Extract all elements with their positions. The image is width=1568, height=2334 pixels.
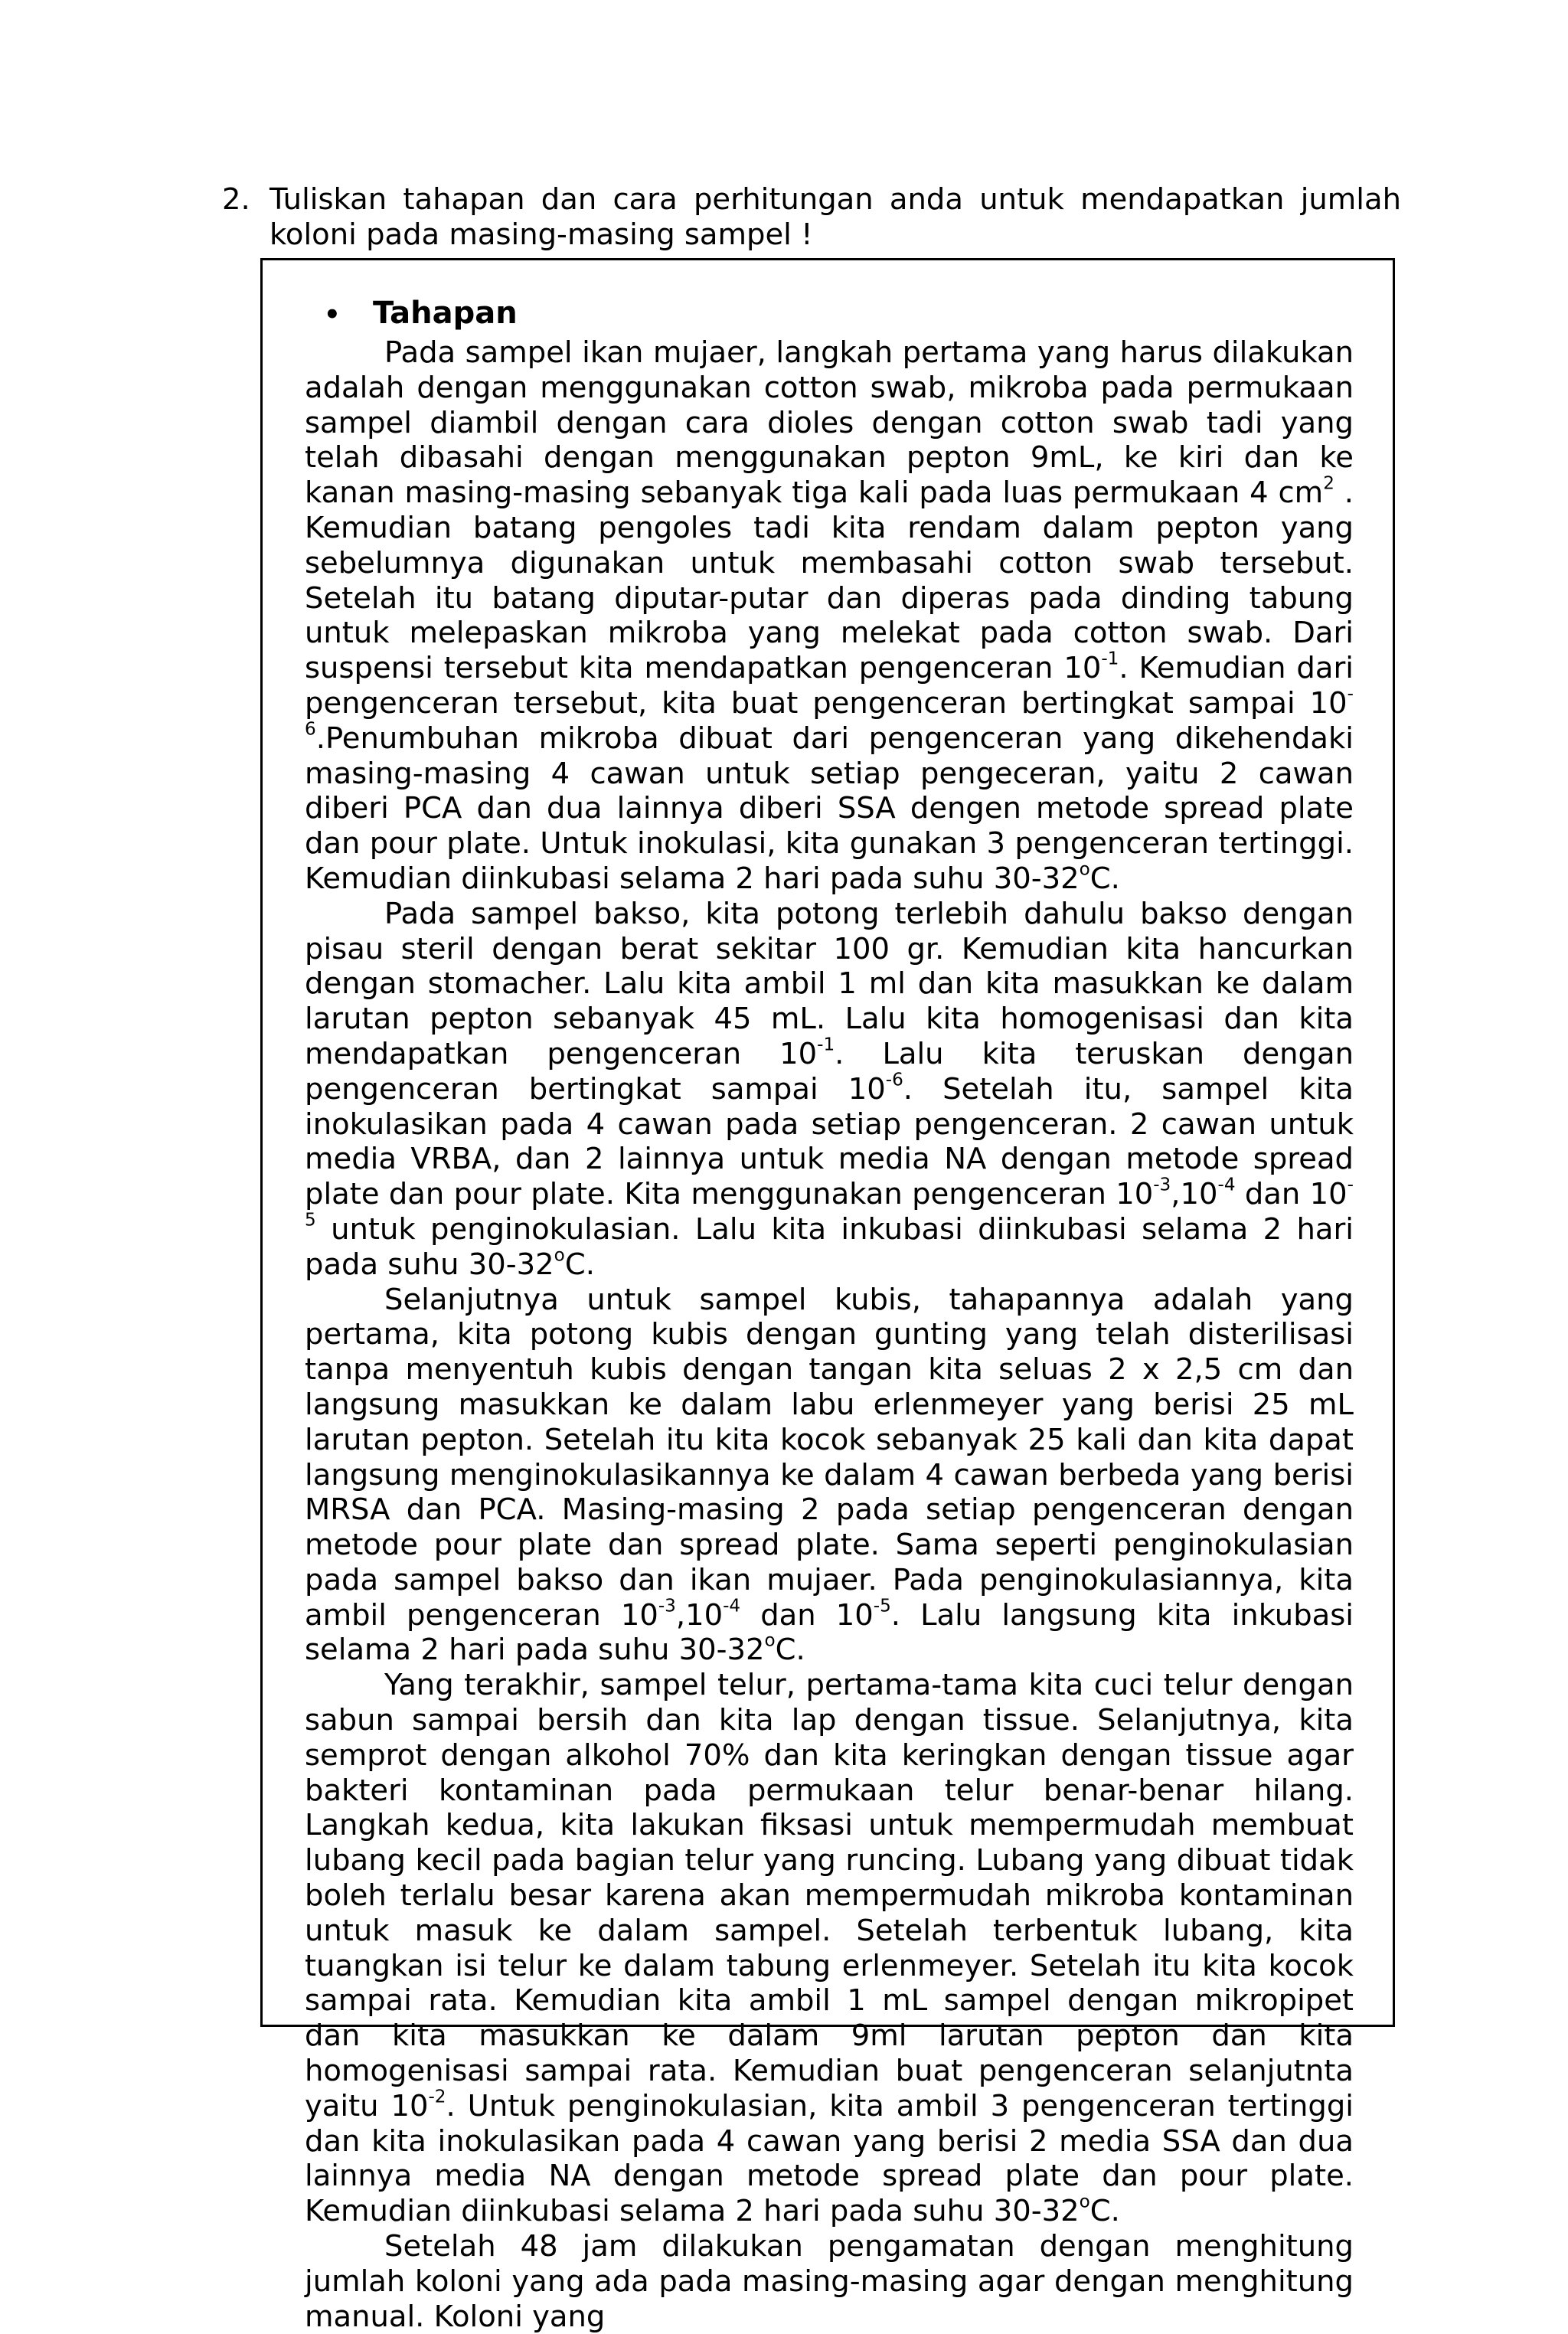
text-run: . Lalu kita teruskan dengan pengenceran bertingkat sampai 10	[305, 1036, 1354, 1107]
paragraph	[305, 2229, 1354, 2334]
text-run: . Lalu langsung kita inkubasi selama 2 hari pada suhu 30-32	[305, 1597, 1354, 1668]
text-run: . Setelah itu, sampel kita inokulasikan pada 4 cawan pada setiap pengenceran. 2 cawan untuk media VRBA, dan 2 lainnya untuk media NA dengan metode spread plate dan pour plate. Kita menggunakan pengenceran 10	[305, 1071, 1354, 1212]
superscript: 2	[1323, 473, 1334, 494]
superscript: o	[1079, 2192, 1090, 2212]
text-run: . Kemudian dari pengenceran tersebut, kita buat pengenceran bertingkat sampai 10	[305, 651, 1354, 721]
superscript: -6	[305, 684, 1354, 740]
question-item	[222, 182, 1401, 253]
text-run: .Penumbuhan mikroba dibuat dari pengenceran yang dikehendaki masing-masing 4 cawan untuk setiap pengeceran, yaitu 2 cawan diberi PCA dan dua lainnya diberi SSA dengen metode spread plate dan pour plate. Untuk inokulasi, kita gunakan 3 pengenceran tertinggi. Kemudian diinkubasi selama 2 hari pada suhu 30-32	[305, 721, 1354, 896]
superscript: -3	[1153, 1175, 1171, 1195]
bullet-icon: •	[324, 299, 341, 330]
superscript: o	[554, 1245, 565, 1266]
answer-body	[305, 335, 1354, 2334]
paragraph	[305, 335, 1354, 897]
text-run: . Untuk penginokulasian, kita ambil 3 pengenceran tertinggi dan kita inokulasikan pada 4 cawan yang berisi 2 media SSA dan dua lainnya media NA dengan metode spread plate dan pour plate. Kemudian diinkubasi selama 2 hari pada suhu 30-32	[305, 2088, 1354, 2229]
text-run: Pada sampel bakso, kita potong terlebih dahulu bakso dengan pisau steril dengan berat sekitar 100 gr. Kemudian kita hancurkan dengan stomacher. Lalu kita ambil 1 ml dan kita masukkan ke dalam larutan pepton sebanyak 45 mL. Lalu kita homogenisasi dan kita mendapatkan pengenceran 10	[305, 896, 1354, 1071]
superscript: -2	[428, 2087, 446, 2107]
superscript: -4	[1217, 1175, 1236, 1195]
heading-label: Tahapan	[373, 296, 518, 331]
text-run: ,10	[1171, 1177, 1218, 1212]
paragraph	[305, 897, 1354, 1283]
text-run: Yang terakhir, sampel telur, pertama-tama kita cuci telur dengan sabun sampai bersih dan kita lap dengan tissue. Selanjutnya, kita semprot dengan alkohol 70% dan kita keringkan dengan tissue agar bakteri kontaminan pada permukaan telur benar-benar hilang. Langkah kedua, kita lakukan fiksasi untuk mempermudah membuat lubang kecil pada bagian telur yang runcing. Lubang yang dibuat tidak boleh terlalu besar karena akan mempermudah mikroba kontaminan untuk masuk ke dalam sampel. Setelah terbentuk lubang, kita tuangkan isi telur ke dalam tabung erlenmeyer. Setelah itu kita kocok sampai rata. Kemudian kita ambil 1 mL sampel dengan mikropipet dan kita masukkan ke dalam 9ml larutan pepton dan kita homogenisasi sampai rata. Kemudian buat pengenceran selanjutnta yaitu 10	[305, 1668, 1354, 2123]
text-run: C.	[564, 1247, 595, 1282]
text-run: dan 10	[1235, 1177, 1348, 1212]
superscript: -1	[817, 1035, 835, 1055]
superscript: o	[1079, 859, 1090, 880]
text-run: Setelah 48 jam dilakukan pengamatan dengan menghitung jumlah koloni yang ada pada masing-masing agar dengan menghitung manual. Koloni yang	[305, 2229, 1354, 2334]
superscript: o	[764, 1631, 776, 1652]
section-heading	[324, 296, 518, 332]
text-run: dan 10	[740, 1597, 874, 1633]
text-run: C.	[1089, 2194, 1120, 2229]
text-run: C.	[1089, 861, 1120, 896]
superscript: -6	[885, 1070, 903, 1090]
answer-box	[260, 258, 1395, 2334]
superscript: -4	[723, 1596, 741, 1616]
superscript: -3	[658, 1596, 676, 1616]
question-number: 2.	[222, 182, 250, 217]
paragraph	[305, 1668, 1354, 2229]
superscript: -5	[873, 1596, 891, 1616]
text-run: ,10	[675, 1597, 724, 1633]
superscript: -5	[305, 1175, 1354, 1231]
text-run: untuk penginokulasian. Lalu kita inkubasi diinkubasi selama 2 hari pada suhu 30-32	[305, 1211, 1354, 1282]
text-run: Pada sampel ikan mujaer, langkah pertama yang harus dilakukan adalah dengan menggunakan cotton swab, mikroba pada permukaan sampel diambil dengan cara dioles dengan cotton swab tadi yang telah dibasahi dengan menggunakan pepton 9mL, ke kiri dan ke kanan masing-masing sebanyak tiga kali pada luas permukaan 4 cm	[305, 335, 1354, 511]
question-text: Tuliskan tahapan dan cara perhitungan anda untuk mendapatkan jumlah koloni pada masing-masing sampel !	[270, 182, 1401, 252]
text-run: C.	[775, 1633, 805, 1668]
text-run: . Kemudian batang pengoles tadi kita rendam dalam pepton yang sebelumnya digunakan untuk membasahi cotton swab tersebut. Setelah itu batang diputar-putar dan diperas pada dinding tabung untuk melepaskan mikroba yang melekat pada cotton swab. Dari suspensi tersebut kita mendapatkan pengenceran 10	[305, 476, 1354, 686]
text-run: Selanjutnya untuk sampel kubis, tahapannya adalah yang pertama, kita potong kubis dengan gunting yang telah disterilisasi tanpa menyentuh kubis dengan tangan kita seluas 2 x 2,5 cm dan langsung masukkan ke dalam labu erlenmeyer yang berisi 25 mL larutan pepton. Setelah itu kita kocok sebanyak 25 kali dan kita dapat langsung menginokulasikannya ke dalam 4 cawan berbeda yang berisi MRSA dan PCA. Masing-masing 2 pada setiap pengenceran dengan metode pour plate dan spread plate. Sama seperti penginokulasian pada sampel bakso dan ikan mujaer. Pada penginokulasiannya, kita ambil pengenceran 10	[305, 1282, 1354, 1633]
paragraph	[305, 1283, 1354, 1669]
superscript: -1	[1101, 649, 1119, 669]
